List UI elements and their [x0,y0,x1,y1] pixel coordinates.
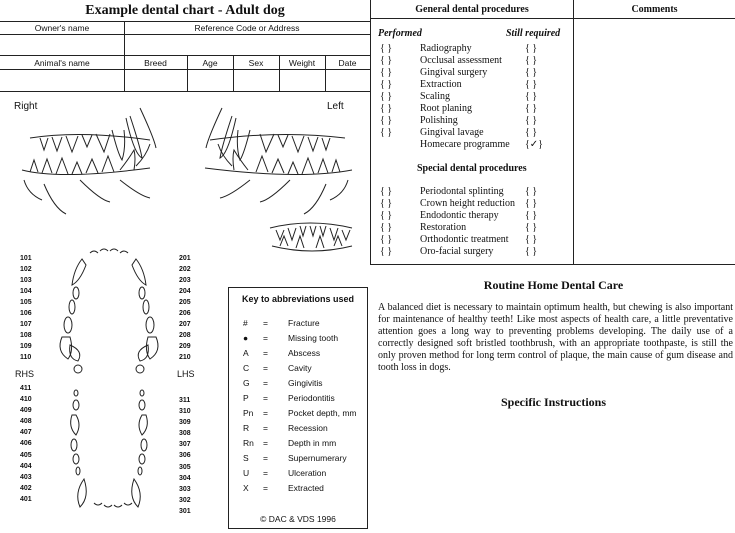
weight-label: Weight [288,58,316,68]
required-checkbox[interactable]: { } [525,246,538,257]
lower-left-tooth-numbers [179,395,191,517]
chart-title: Example dental chart - Adult dog [85,3,285,18]
lower-left-premolar-2 [138,467,142,475]
front-view-upper [270,223,352,228]
procedure-label: Orthodontic treatment [420,234,509,245]
lower-left-premolar-4 [141,439,147,451]
tooth-number: 401 [20,495,32,503]
performed-checkbox[interactable]: { } [380,246,393,257]
upper-left-canine [132,259,146,285]
procedure-row [380,139,550,151]
procedure-label: Radiography [420,43,472,54]
reference-code-label: Reference Code or Address [194,23,300,33]
right-lower-roots [24,180,150,214]
left-lower-roots [220,180,348,214]
key-equals: = [263,333,268,343]
performed-checkbox[interactable]: { } [380,55,393,66]
key-title: Key to abbreviations used [241,294,355,304]
tooth-number: 207 [179,321,191,328]
procedure-row [380,55,550,67]
tooth-number: 306 [179,452,191,460]
comments-vertical-divider [573,0,574,264]
tooth-number: 209 [179,343,191,350]
required-checkbox[interactable]: { } [525,103,538,114]
key-symbol: U [243,468,250,478]
tooth-number: 408 [20,418,32,426]
tooth-number: 307 [179,441,191,449]
key-symbol: ● [243,333,249,343]
key-symbol: P [243,393,249,403]
lower-left-carnassial [139,415,147,435]
procedure-row [380,115,550,127]
key-symbol: # [243,318,248,328]
procedure-row [380,79,550,91]
procedure-label: Restoration [420,222,467,233]
sex-label: Sex [248,58,264,68]
tooth-number: 103 [20,277,32,284]
lower-incisors [94,503,132,507]
key-symbol: Pn [243,408,254,418]
procedure-row [380,127,550,139]
lower-right-premolar-2 [76,467,80,475]
upper-left-tooth-numbers [179,253,191,363]
performed-checkbox[interactable]: { } [380,198,393,209]
procedure-row [380,222,550,234]
procedure-row [380,210,550,222]
procedure-label: Polishing [420,115,458,126]
key-symbol: A [243,348,249,358]
key-description: Periodontitis [288,393,335,403]
procedures-header-underline [370,18,735,19]
key-description: Recession [288,423,328,433]
performed-checkbox[interactable]: { } [380,43,393,54]
upper-left-premolar-1 [139,287,145,299]
breed-label: Breed [144,58,167,68]
tooth-number: 410 [20,396,32,404]
procedure-row [380,43,550,55]
tooth-number: 405 [20,451,32,459]
general-procedures-header: General dental procedures [415,4,529,15]
performed-label: Performed [378,28,422,39]
lower-left-molar-3 [140,390,144,396]
tooth-number: 106 [20,310,32,317]
tooth-number: 206 [179,310,191,317]
key-description: Supernumerary [288,453,347,463]
tooth-number: 108 [20,332,32,339]
procedure-label: Gingival lavage [420,127,484,138]
key-equals: = [263,438,268,448]
lower-right-tooth-numbers [20,383,32,505]
procedure-row [380,103,550,115]
tooth-number: 302 [179,496,191,504]
performed-checkbox[interactable]: { } [380,91,393,102]
lower-right-carnassial [71,415,79,435]
required-checkbox[interactable]: { } [525,55,538,66]
homecare-body: A balanced diet is necessary to maintain optimum health, but chewing is also important for maintenance of healthy teeth! Like most aspects of health care, a little preventative attention goes a long way to preventing problems developing. The daily use of a correctly designed soft bristled toothbrush, with an appropriate toothpaste, is still the only proven method for long term control of plaque, the main cause of gum disease and tooth loss in dogs. [378,302,733,373]
performed-checkbox[interactable]: { } [380,127,393,138]
lower-right-premolar-3 [73,454,79,464]
required-checkbox[interactable]: { } [525,186,538,197]
tooth-number: 310 [179,408,191,416]
tooth-number: 110 [20,354,32,361]
tooth-number: 308 [179,430,191,438]
performed-checkbox[interactable]: { } [380,115,393,126]
procedure-row [380,234,550,246]
upper-right-molar-2 [74,365,82,373]
tooth-number: 407 [20,429,32,437]
key-symbol: C [243,363,250,373]
key-description: Missing tooth [288,333,339,343]
performed-checkbox[interactable]: { } [380,79,393,90]
left-lower-jaw [205,168,352,175]
animal-name-label: Animal's name [34,58,90,68]
lhs-label: LHS [177,369,195,379]
right-lower-jaw [22,168,150,175]
procedure-label: Occlusal assessment [420,55,502,66]
left-label: Left [327,101,344,112]
required-checkbox-checked[interactable]: {✓} [525,139,543,150]
specific-instructions-title: Specific Instructions [501,395,606,409]
performed-checkbox[interactable]: { } [380,103,393,114]
procedure-row [380,198,550,210]
key-symbol: S [243,453,249,463]
tooth-number: 202 [179,266,191,273]
tooth-number: 409 [20,407,32,415]
required-checkbox[interactable]: { } [525,79,538,90]
required-checkbox[interactable]: { } [525,198,538,209]
required-checkbox[interactable]: { } [525,91,538,102]
performed-checkbox[interactable]: { } [380,234,393,245]
upper-right-canine [72,259,86,285]
lower-left-molar-2 [139,400,145,410]
tooth-number: 304 [179,474,191,482]
abbreviation-key-box [228,287,368,529]
lower-right-molar-3 [74,390,78,396]
header-table-top-border [0,21,370,22]
key-description: Ulceration [288,468,327,478]
tooth-number: 109 [20,343,32,350]
procedure-label: Scaling [420,91,450,102]
upper-right-premolar-2 [69,300,75,314]
upper-left-premolar-3 [146,317,154,333]
still-required-label: Still required [506,28,561,39]
lower-right-molar-2 [73,400,79,410]
key-equals: = [263,453,268,463]
performed-checkbox[interactable]: { } [380,67,393,78]
upper-right-tooth-numbers [20,253,32,363]
performed-checkbox[interactable]: { } [380,186,393,197]
key-description: Gingivitis [288,378,323,388]
front-view-lower [272,246,352,251]
lower-left-premolar-3 [139,454,145,464]
panel-vertical-divider [370,0,371,264]
tooth-number: 101 [20,255,32,262]
upper-right-premolar-3 [64,317,72,333]
owner-underline [0,34,370,35]
key-equals: = [263,468,268,478]
upper-incisors [90,249,128,253]
upper-left-premolar-2 [143,300,149,314]
tooth-number: 301 [179,507,191,515]
left-lower-teeth [218,144,340,174]
required-checkbox[interactable]: { } [525,115,538,126]
tooth-number: 303 [179,485,191,493]
tooth-number: 208 [179,332,191,339]
upper-left-molar-2 [136,365,144,373]
key-symbol: X [243,483,249,493]
required-checkbox[interactable]: { } [525,234,538,245]
age-label: Age [202,58,218,68]
upper-right-premolar-1 [73,287,79,299]
front-view-lower-teeth [280,236,342,248]
procedure-row [380,91,550,103]
header-table-bottom-border [0,91,370,92]
key-description: Extracted [288,483,324,493]
special-procedures-header: Special dental procedures [417,163,527,174]
animal-underline [0,69,370,70]
key-equals: = [263,393,268,403]
required-checkbox[interactable]: { } [525,67,538,78]
procedure-label: Endodontic therapy [420,210,499,221]
key-symbol: G [243,378,250,388]
key-equals: = [263,378,268,388]
procedure-row [380,246,550,258]
procedure-label: Oro-facial surgery [420,246,494,257]
tooth-number: 305 [179,463,191,471]
performed-checkbox[interactable]: { } [380,210,393,221]
key-description: Fracture [288,318,320,328]
right-upper-teeth [40,108,156,160]
required-checkbox[interactable]: { } [525,222,538,233]
key-equals: = [263,318,268,328]
key-description: Depth in mm [288,438,337,448]
tooth-number: 311 [179,397,191,404]
lower-right-premolar-4 [71,439,77,451]
occlusal-teeth-diagram [50,245,170,515]
key-description: Cavity [288,363,312,373]
procedure-label: Homecare programme [420,139,510,150]
rhs-label: RHS [15,369,35,379]
procedure-label: Root planing [420,103,472,114]
required-checkbox[interactable]: { } [525,43,538,54]
tooth-number: 104 [20,288,32,295]
procedure-row [380,186,550,198]
tooth-number: 205 [179,299,191,306]
tooth-number: 309 [179,419,191,427]
tooth-number: 102 [20,266,32,273]
key-equals: = [263,348,268,358]
tooth-number: 411 [20,385,32,392]
procedure-label: Gingival surgery [420,67,488,78]
procedures-bottom-border [370,264,735,265]
required-checkbox[interactable]: { } [525,210,538,221]
performed-checkbox[interactable]: { } [380,222,393,233]
left-upper-teeth [206,108,330,160]
tooth-number: 107 [20,321,32,328]
lateral-teeth-diagram [0,100,370,260]
procedure-label: Crown height reduction [420,198,515,209]
procedure-label: Extraction [420,79,462,90]
key-description: Pocket depth, mm [288,408,357,418]
key-equals: = [263,408,268,418]
tooth-number: 105 [20,299,32,306]
tooth-number: 406 [20,440,32,448]
procedure-label: Periodontal splinting [420,186,504,197]
required-checkbox[interactable]: { } [525,127,538,138]
lower-right-canine [78,479,87,507]
date-label: Date [338,58,357,68]
copyright-notice: © DAC & VDS 1996 [260,514,336,524]
tooth-number: 403 [20,473,32,481]
tooth-number: 201 [179,255,191,262]
header-table-divider [0,55,370,56]
key-equals: = [263,423,268,433]
lower-left-canine [132,479,141,507]
key-equals: = [263,363,268,373]
key-description: Abscess [288,348,321,358]
comments-header: Comments [631,4,678,15]
tooth-number: 204 [179,288,191,295]
tooth-number: 404 [20,462,32,470]
right-label: Right [14,101,38,112]
tooth-number: 402 [20,484,32,492]
owner-name-label: Owner's name [34,23,90,33]
key-symbol: Rn [243,438,254,448]
key-equals: = [263,483,268,493]
tooth-number: 210 [179,354,191,361]
procedure-row [380,67,550,79]
right-lower-teeth [30,144,150,174]
homecare-title: Routine Home Dental Care [483,278,624,292]
key-symbol: R [243,423,250,433]
tooth-number: 203 [179,277,191,284]
